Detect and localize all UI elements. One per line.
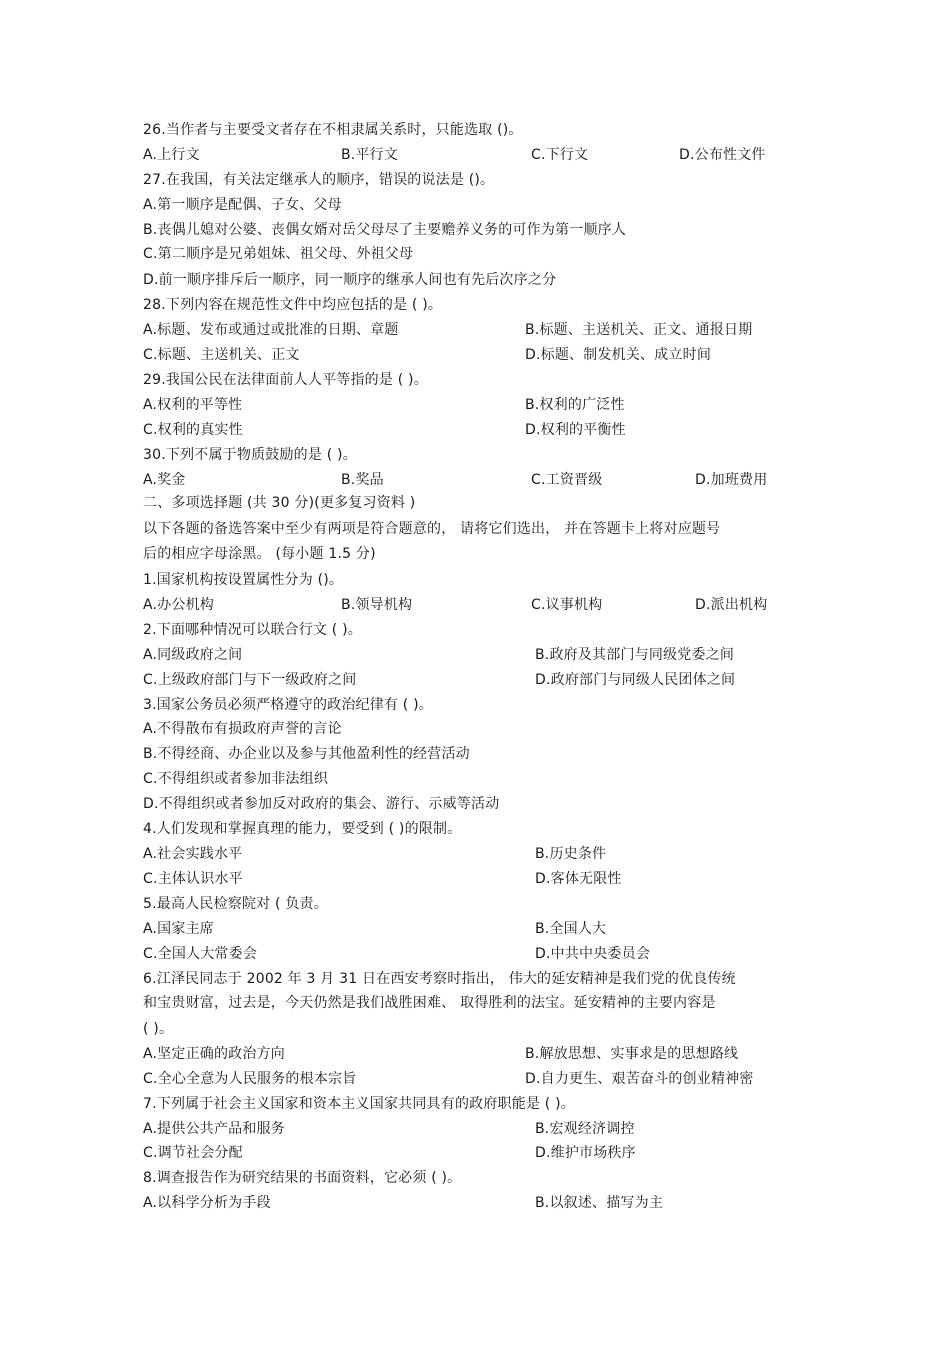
multi-question-2-stem: 2.下面哪种情况可以联合行文 ( )。 [143,622,362,638]
multi-question-4-stem: 4.人们发现和掌握真理的能力，要受到 ( )的限制。 [143,821,462,837]
q27-option-a: A.第一顺序是配偶、子女、父母 [143,197,342,213]
q30-option-d: D.加班费用 [695,472,768,488]
m8-option-a: A.以科学分析为手段 [143,1195,271,1211]
m1-option-d: D.派出机构 [695,597,768,613]
m5-option-b: B.全国人大 [535,921,607,937]
m4-option-d: D.客体无限性 [535,871,622,887]
m5-option-a: A.国家主席 [143,921,214,937]
m1-option-a: A.办公机构 [143,597,214,613]
q27-option-c: C.第二顺序是兄弟姐妹、祖父母、外祖父母 [143,246,414,262]
m1-option-b: B.领导机构 [341,597,413,613]
m5-option-d: D.中共中央委员会 [535,946,651,962]
q29-option-a: A.权利的平等性 [143,397,243,413]
q30-option-b: B.奖品 [341,472,384,488]
multi-question-3-stem: 3.国家公务员必须严格遵守的政治纪律有 ( )。 [143,697,433,713]
m2-option-c: C.上级政府部门与下一级政府之间 [143,672,357,688]
question-26-stem: 26.当作者与主要受文者存在不相隶属关系时，只能选取 ()。 [143,122,523,138]
m8-option-b: B.以叙述、描写为主 [535,1195,664,1211]
section-heading: 二、多项选择题 (共 30 分)(更多复习资料 ) [143,495,416,511]
m6-option-c: C.全心全意为人民服务的根本宗旨 [143,1071,357,1087]
m4-option-a: A.社会实践水平 [143,846,243,862]
section-instructions-line1: 以下各题的备选答案中至少有两项是符合题意的， 请将它们选出， 并在答题卡上将对应题号 [143,521,721,537]
q26-option-a: A.上行文 [143,147,200,163]
m3-option-c: C.不得组织或者参加非法组织 [143,771,329,787]
q27-option-d: D.前一顺序排斥后一顺序，同一顺序的继承人间也有先后次序之分 [143,272,557,288]
m6-option-d: D.自力更生、艰苦奋斗的创业精神密 [525,1071,754,1087]
m2-option-a: A.同级政府之间 [143,647,243,663]
m1-option-c: C.议事机构 [531,597,603,613]
section-instructions-line2: 后的相应字母涂黑。 (每小题 1.5 分) [143,546,376,562]
multi-question-5-stem: 5.最高人民检察院对 ( 负责。 [143,896,328,912]
m7-option-d: D.维护市场秩序 [535,1145,636,1161]
m2-option-d: D.政府部门与同级人民团体之间 [535,672,736,688]
m5-option-c: C.全国人大常委会 [143,946,258,962]
multi-question-1-stem: 1.国家机构按设置属性分为 ()。 [143,572,344,588]
m7-option-b: B.宏观经济调控 [535,1121,635,1137]
multi-question-6-stem-line2: 和宝贵财富，过去是，今天仍然是我们战胜困难、 取得胜利的法宝。延安精神的主要内容是 [143,995,716,1011]
q30-option-a: A.奖金 [143,472,186,488]
q28-option-d: D.标题、制发机关、成立时间 [525,347,712,363]
question-28-stem: 28.下列内容在规范性文件中均应包括的是 ( )。 [143,297,443,313]
multi-question-6-stem-line3: ( )。 [143,1021,174,1037]
q26-option-b: B.平行文 [341,147,399,163]
m4-option-b: B.历史条件 [535,846,607,862]
m4-option-c: C.主体认识水平 [143,871,243,887]
multi-question-7-stem: 7.下列属于社会主义国家和资本主义国家共同具有的政府职能是 ( )。 [143,1096,575,1112]
q28-option-b: B.标题、主送机关、正文、通报日期 [525,322,753,338]
m6-option-a: A.坚定正确的政治方向 [143,1046,285,1062]
question-29-stem: 29.我国公民在法律面前人人平等指的是 ( )。 [143,372,428,388]
m7-option-a: A.提供公共产品和服务 [143,1121,285,1137]
q26-option-c: C.下行文 [531,147,589,163]
multi-question-8-stem: 8.调查报告作为研究结果的书面资料，它必须 ( )。 [143,1170,462,1186]
m7-option-c: C.调节社会分配 [143,1145,243,1161]
q30-option-c: C.工资晋级 [531,472,603,488]
m3-option-a: A.不得散布有损政府声誉的言论 [143,721,342,737]
q26-option-d: D.公布性文件 [679,147,766,163]
q28-option-c: C.标题、主送机关、正文 [143,347,300,363]
q28-option-a: A.标题、发布或通过或批准的日期、章题 [143,322,399,338]
q29-option-b: B.权利的广泛性 [525,397,625,413]
m2-option-b: B.政府及其部门与同级党委之间 [535,647,735,663]
q27-option-b: B.丧偶儿媳对公婆、丧偶女婿对岳父母尽了主要赡养义务的可作为第一顺序人 [143,222,627,238]
m3-option-d: D.不得组织或者参加反对政府的集会、游行、示威等活动 [143,796,500,812]
m3-option-b: B.不得经商、办企业以及参与其他盈利性的经营活动 [143,746,470,762]
q29-option-d: D.权利的平衡性 [525,422,626,438]
question-30-stem: 30.下列不属于物质鼓励的是 ( )。 [143,447,357,463]
question-27-stem: 27.在我国，有关法定继承人的顺序，错误的说法是 ()。 [143,172,495,188]
multi-question-6-stem-line1: 6.江泽民同志于 2002 年 3 月 31 日在西安考察时指出， 伟大的延安精神是我们党的优良传统 [143,971,736,987]
m6-option-b: B.解放思想、实事求是的思想路线 [525,1046,739,1062]
q29-option-c: C.权利的真实性 [143,422,243,438]
